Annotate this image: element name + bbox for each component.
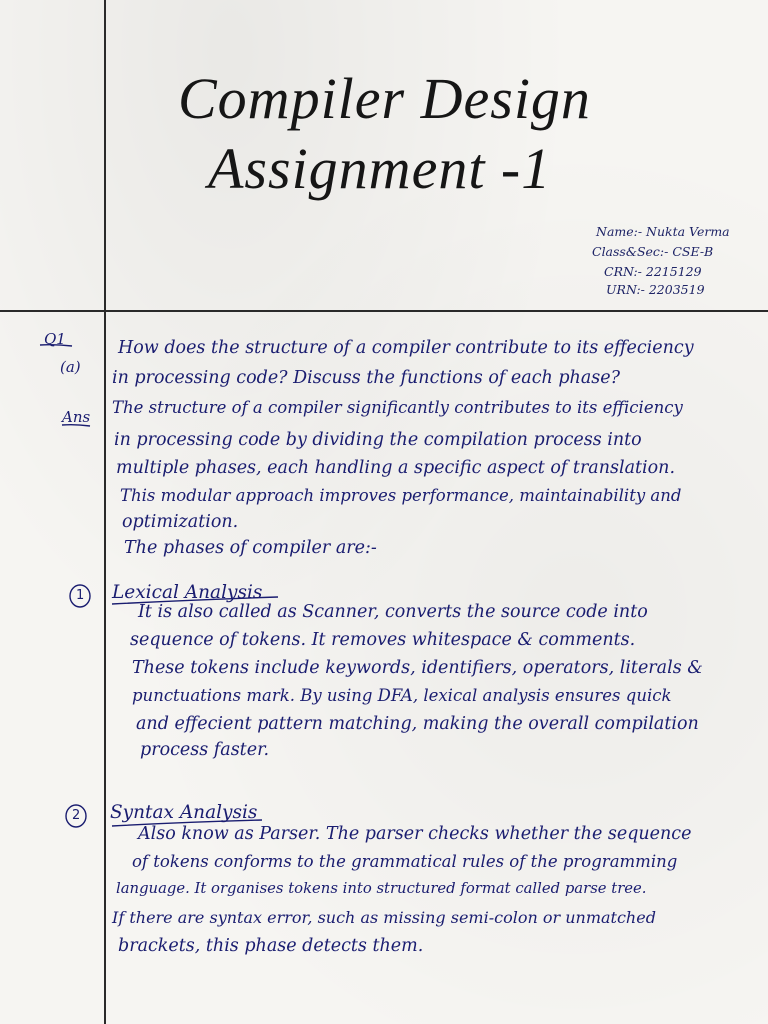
answer-line-6: The phases of compiler are:-: [124, 538, 377, 558]
student-class: Class&Sec:- CSE-B: [592, 244, 714, 259]
answer-label: Ans: [62, 408, 91, 426]
page-title: Compiler Design: [178, 66, 591, 131]
lexical-line-2: sequence of tokens. It removes whitespace & comments.: [130, 630, 636, 650]
margin-line: [104, 0, 106, 1024]
answer-line-4: This modular approach improves performance, maintainability and: [120, 486, 682, 505]
question-line-2: in processing code? Discuss the functions of each phase?: [112, 368, 620, 388]
answer-line-5: optimization.: [122, 512, 239, 532]
lexical-line-5: and effecient pattern matching, making the overall compilation: [136, 714, 699, 734]
section-heading-lexical: Lexical Analysis: [112, 582, 263, 603]
syntax-line-2: of tokens conforms to the grammatical rules of the programming: [132, 852, 678, 871]
section-heading-syntax: Syntax Analysis: [110, 802, 258, 823]
lexical-line-4: punctuations mark. By using DFA, lexical analysis ensures quick: [132, 686, 672, 705]
question-line-1: How does the structure of a compiler contribute to its effeciency: [118, 338, 694, 358]
question-number: Q1: [44, 330, 66, 348]
student-urn: URN:- 2203519: [606, 282, 705, 297]
syntax-line-4: If there are syntax error, such as missing semi-colon or unmatched: [112, 908, 656, 927]
section-number-2: 2: [72, 808, 81, 823]
student-crn: CRN:- 2215129: [604, 264, 702, 279]
syntax-line-5: brackets, this phase detects them.: [118, 936, 424, 956]
question-part: (a): [60, 358, 81, 376]
lexical-line-3: These tokens include keywords, identifiers, operators, literals &: [132, 658, 703, 678]
lexical-line-6: process faster.: [140, 740, 270, 760]
lexical-line-1: It is also called as Scanner, converts the source code into: [138, 602, 648, 622]
assignment-title: Assignment -1: [208, 136, 552, 201]
answer-line-3: multiple phases, each handling a specific aspect of translation.: [116, 458, 676, 478]
header-divider-line: [0, 310, 768, 312]
section-number-1: 1: [76, 588, 85, 603]
answer-line-1: The structure of a compiler significantly contributes to its efficiency: [112, 398, 683, 417]
answer-line-2: in processing code by dividing the compilation process into: [114, 430, 642, 450]
student-name: Name:- Nukta Verma: [596, 224, 730, 239]
syntax-line-1: Also know as Parser. The parser checks whether the sequence: [138, 824, 692, 844]
syntax-line-3: language. It organises tokens into structured format called parse tree.: [116, 880, 647, 897]
